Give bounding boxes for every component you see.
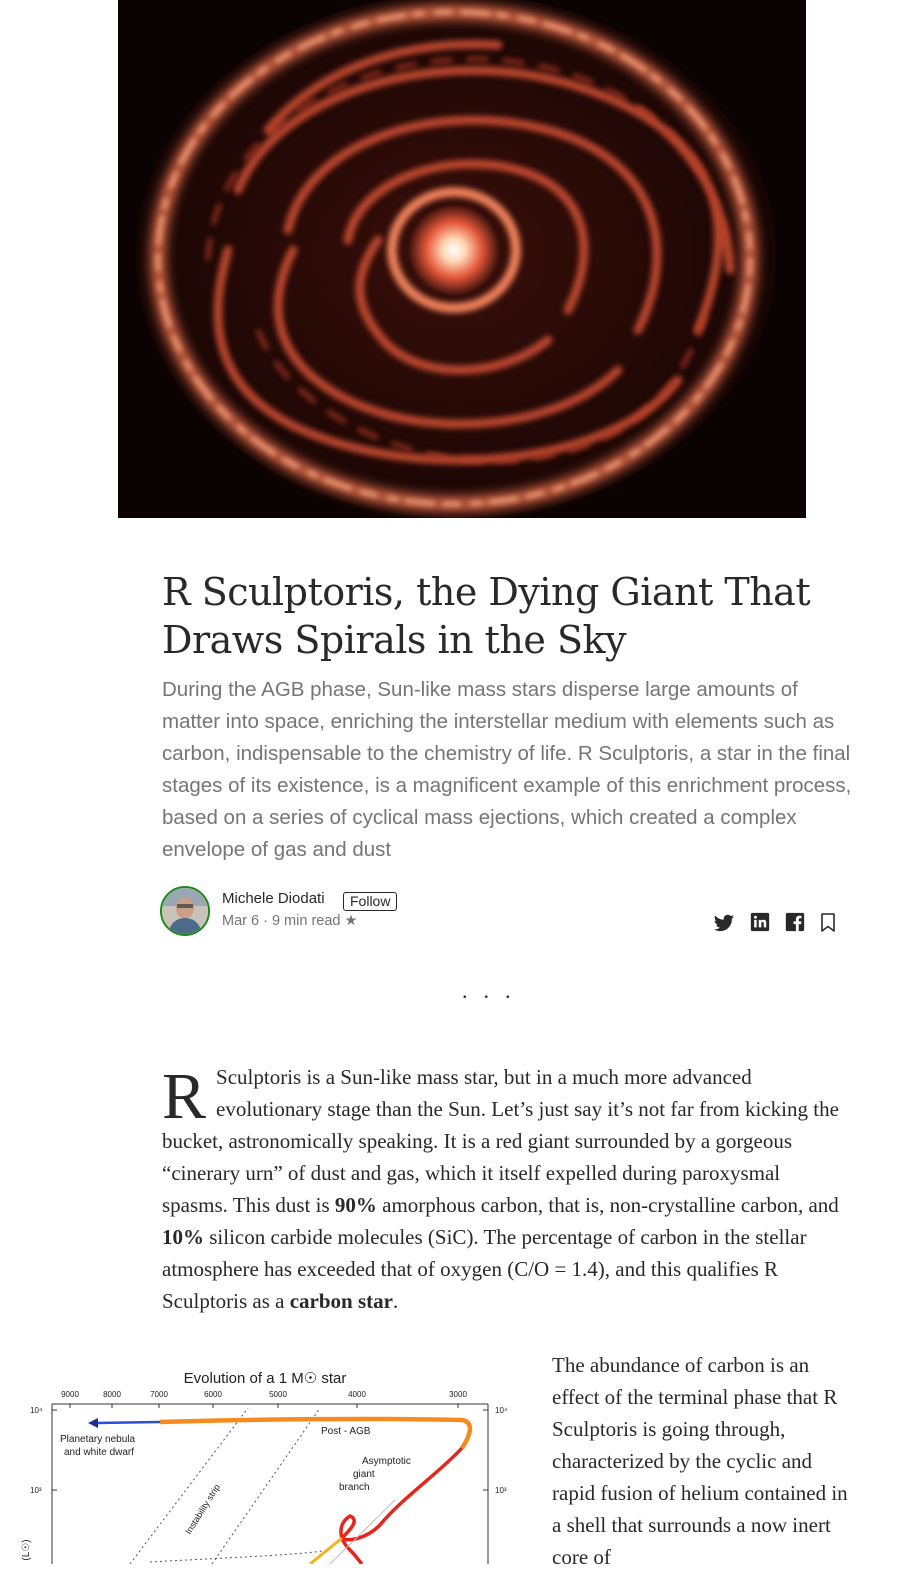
facebook-icon[interactable] [785, 912, 807, 934]
article-meta [222, 913, 358, 929]
top-tick-label: 7000 [150, 1390, 168, 1399]
instability-strip-label: Instability strip [183, 1482, 222, 1537]
body-text-segment: . [392, 1289, 399, 1313]
read-time: 9 min read [271, 913, 341, 929]
agb-label-line3: branch [339, 1482, 370, 1493]
linkedin-icon[interactable] [750, 912, 772, 934]
body-paragraph-2: The abundance of carbon is an effect of the terminal phase that R Sculptoris is going through, characterized by the cyclic and rapid fusion of helium contained in a shell that surrounds a now inert core of [552, 1353, 848, 1569]
left-tick-label: 10³ [30, 1486, 42, 1495]
article-title: R Sculptoris, the Dying Giant That Draws Spirals in the Sky [162, 570, 811, 662]
top-tick-label: 8000 [103, 1390, 121, 1399]
article-subtitle: During the AGB phase, Sun-like mass stars disperse large amounts of matter into space, enriching the interstellar medium with elements such as carbon, indispensable to the chemistry of life. R Sculptoris, a star in the final stages of its existence, is a magnificent example of this enrichment process, based on a series of cyclical mass ejections, which created a complex envelope of gas and dust [162, 678, 852, 861]
bookmark-icon[interactable] [818, 912, 840, 934]
white-dwarf-label: and white dwarf [64, 1447, 135, 1458]
meta-separator: · [263, 913, 272, 929]
left-tick-label: 10⁴ [30, 1406, 43, 1415]
body-text-segment: silicon carbide molecules (SiC). The percentage of carbon in the stellar atmosphere has exceeded that of oxygen (C/O = 1.4), and this qualifies R Sculptoris as a [162, 1225, 807, 1313]
publish-date: Mar 6 [222, 913, 260, 929]
body-bold-segment: carbon star [289, 1289, 393, 1313]
r-sculptoris-image [118, 0, 806, 518]
body-bold-segment: 90% [334, 1193, 377, 1217]
evolution-diagram [0, 1360, 520, 1564]
right-tick-label: 10³ [495, 1486, 507, 1495]
post-agb-label: Post - AGB [321, 1426, 371, 1437]
right-tick-label: 10⁴ [495, 1406, 508, 1415]
top-tick-label: 4000 [348, 1390, 366, 1399]
member-star-icon: ★ [344, 913, 358, 929]
author-avatar[interactable] [160, 886, 210, 936]
top-tick-label: 3000 [449, 1390, 467, 1399]
follow-button[interactable]: Follow [343, 892, 397, 911]
agb-label-line2: giant [353, 1469, 375, 1480]
section-separator: ... [462, 978, 527, 1003]
planetary-nebula-label: Planetary nebula [60, 1434, 136, 1445]
diagram-title: Evolution of a 1 M☉ star [183, 1370, 347, 1387]
hero-image [118, 0, 806, 518]
body-text-segment: amorphous carbon, that is, non-crystalline carbon, and [376, 1193, 839, 1217]
body-bold-segment: 10% [162, 1225, 204, 1249]
avatar-photo [162, 888, 208, 934]
top-tick-label: 5000 [269, 1390, 287, 1399]
author-name[interactable]: Michele Diodati [222, 890, 325, 907]
body-text-segment: Sculptoris is a Sun-like mass star, but in a much more advanced evolutionary stage than the Sun. Let’s just say it’s not far from kicking the bucket, astronomically speaking. It is a red giant surrounded by a gorgeous “cinerary urn” of dust and gas, which it itself expelled during paroxysmal spasms. This dust is [162, 1065, 839, 1217]
twitter-icon[interactable] [713, 912, 735, 934]
drop-cap: R [162, 1060, 207, 1133]
top-tick-label: 6000 [204, 1390, 222, 1399]
agb-label-line1: Asymptotic [362, 1456, 411, 1467]
body-paragraph-1 [162, 1061, 842, 1317]
y-axis-label: (L☉) [21, 1539, 32, 1561]
top-tick-label: 9000 [61, 1390, 79, 1399]
